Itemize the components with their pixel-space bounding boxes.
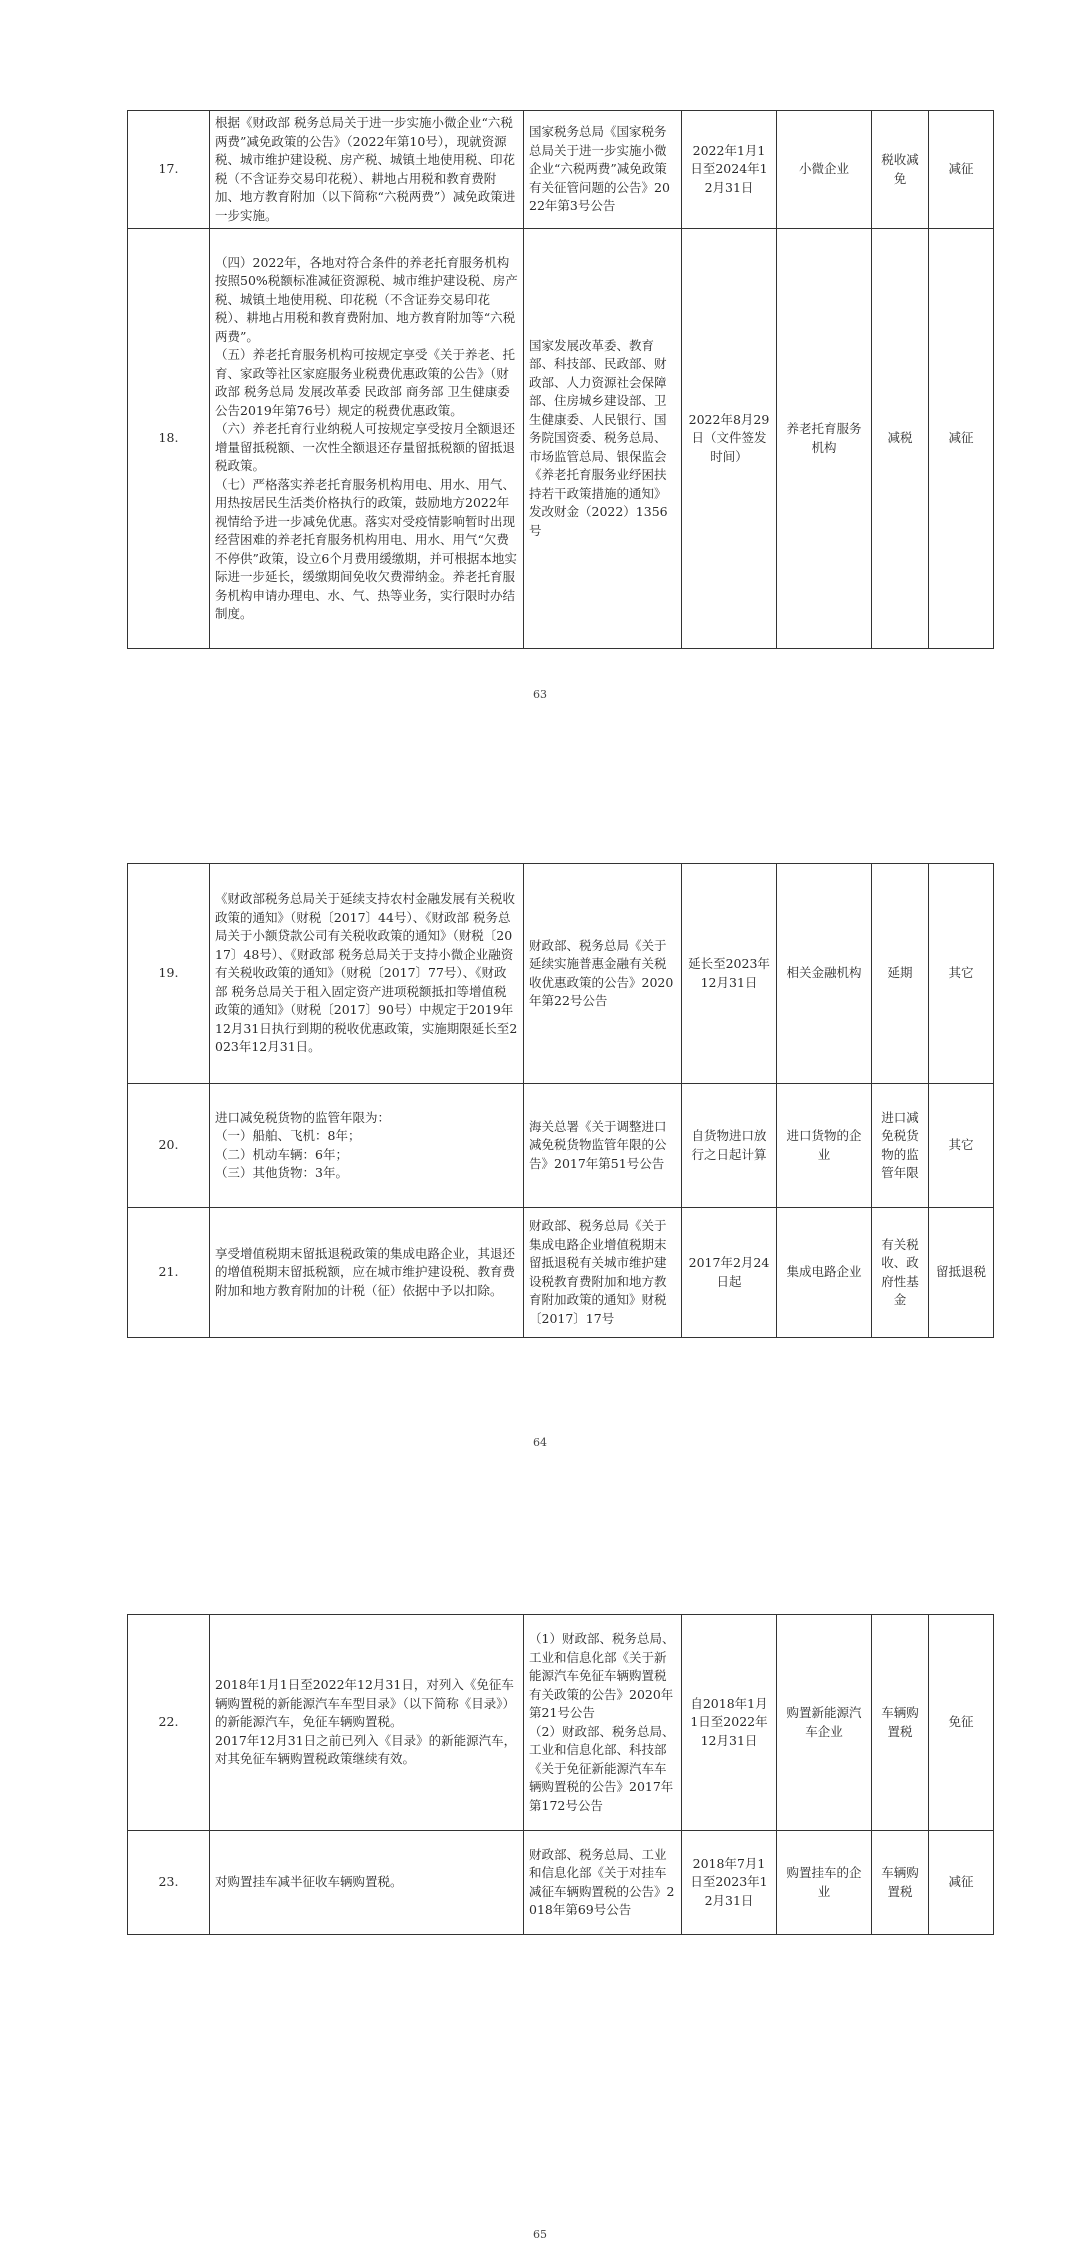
target-entity: 购置新能源汽车企业	[777, 1615, 872, 1831]
document-page-65	[0, 1500, 1080, 2262]
target-entity: 养老托育服务机构	[777, 229, 872, 649]
target-entity: 购置挂车的企业	[777, 1831, 872, 1935]
policy-content: 对购置挂车减半征收车辆购置税。	[210, 1831, 524, 1935]
policy-basis: 国家发展改革委、教育部、科技部、民政部、财政部、人力资源社会保障部、住房城乡建设部、卫生健康委、人民银行、国务院国资委、税务总局、市场监管总局、银保监会《养老托育服务业纾困扶持若干政策措施的通知》发改财金（2022）1356号	[524, 229, 682, 649]
tax-type: 车辆购置税	[872, 1831, 929, 1935]
policy-category: 其它	[929, 1084, 994, 1208]
table-row	[128, 1084, 994, 1208]
table-row	[128, 111, 994, 229]
effective-date: 延长至2023年12月31日	[682, 864, 777, 1084]
row-number: 18.	[128, 229, 210, 649]
policy-category: 减征	[929, 111, 994, 229]
policy-category: 减征	[929, 229, 994, 649]
content-paragraph: （五）养老托育服务机构可按规定享受《关于养老、托育、家政等社区家庭服务业税费优惠政策的公告》（财政部 税务总局 发展改革委 民政部 商务部 卫生健康委公告2019年第76号）规定的税费优惠政策。	[215, 347, 516, 418]
policy-content: 享受增值税期末留抵退税政策的集成电路企业，其退还的增值税期末留抵税额，应在城市维护建设税、教育费附加和地方教育附加的计税（征）依据中予以扣除。	[210, 1208, 524, 1338]
tax-type: 减税	[872, 229, 929, 649]
row-number: 19.	[128, 864, 210, 1084]
table-row	[128, 1208, 994, 1338]
tax-type: 有关税收、政府性基金	[872, 1208, 929, 1338]
effective-date: 2022年8月29日（文件签发时间）	[682, 229, 777, 649]
target-entity: 进口货物的企业	[777, 1084, 872, 1208]
effective-date: 自货物进口放行之日起计算	[682, 1084, 777, 1208]
page-number: 64	[533, 1436, 547, 1449]
content-paragraph: 进口减免税货物的监管年限为：	[215, 1109, 391, 1125]
content-paragraph: （六）养老托育行业纳税人可按规定享受按月全额退还增量留抵税额、一次性全额退还存量留抵税额的留抵退税政策。	[215, 421, 516, 473]
page-number: 65	[533, 2228, 547, 2241]
policy-content: 根据《财政部 税务总局关于进一步实施小微企业“六税两费”减免政策的公告》（2022年第10号），现就资源税、城市维护建设税、房产税、城镇土地使用税、印花税（不含证券交易印花税）、耕地占用税和教育费附加、地方教育附加（以下简称“六税两费”）减免政策进一步实施。	[210, 111, 524, 229]
content-paragraph: （七）严格落实养老托育服务机构用电、用水、用气、用热按居民生活类价格执行的政策，鼓励地方2022年视情给予进一步减免优惠。落实对受疫情影响暂时出现经营困难的养老托育服务机构用电、用水、用气“欠费不停供”政策，设立6个月费用缓缴期，并可根据本地实际进一步延长，缓缴期间免收欠费滞纳金。养老托育服务机构申请办理电、水、气、热等业务，实行限时办结制度。	[215, 476, 517, 621]
document-page-63	[0, 0, 1080, 720]
effective-date: 2022年1月1日至2024年12月31日	[682, 111, 777, 229]
content-paragraph: 2017年12月31日之前已列入《目录》的新能源汽车，对其免征车辆购置税政策继续有效。	[215, 1732, 517, 1767]
policy-content	[210, 1084, 524, 1208]
policy-content: 《财政部税务总局关于延续支持农村金融发展有关税收政策的通知》（财税〔2017〕44号）、《财政部 税务总局关于小额贷款公司有关税收政策的通知》（财税〔2017〕48号）、《财政部 税务总局关于支持小微企业融资有关税收政策的通知》（财税〔2017〕77号）、《财政部 税务总局关于租入固定资产进项税额抵扣等增值税政策的通知》（财税〔2017〕90号）中规定于2019年12月31日执行到期的税收优惠政策，实施期限延长至2023年12月31日。	[210, 864, 524, 1084]
table-row	[128, 1831, 994, 1935]
content-paragraph: （二）机动车辆：6年；	[215, 1146, 348, 1162]
policy-basis: 财政部、税务总局《关于延续实施普惠金融有关税收优惠政策的公告》2020年第22号公告	[524, 864, 682, 1084]
content-paragraph: （一）船舶、飞机：8年；	[215, 1128, 361, 1143]
policy-category: 免征	[929, 1615, 994, 1831]
content-paragraph: （四）2022年，各地对符合条件的养老托育服务机构按照50%税额标准减征资源税、城市维护建设税、房产税、城镇土地使用税、印花税（不含证券交易印花税）、耕地占用税和教育费附加、地方教育附加等“六税两费”。	[215, 254, 518, 344]
row-number: 22.	[128, 1615, 210, 1831]
policy-basis	[524, 1615, 682, 1831]
policy-basis: 财政部、税务总局、工业和信息化部《关于对挂车减征车辆购置税的公告》2018年第69号公告	[524, 1831, 682, 1935]
effective-date: 2018年7月1日至2023年12月31日	[682, 1831, 777, 1935]
basis-paragraph: （1）财政部、税务总局、工业和信息化部《关于新能源汽车免征车辆购置税有关政策的公告》2020年第21号公告	[529, 1631, 675, 1720]
target-entity: 相关金融机构	[777, 864, 872, 1084]
policy-category: 留抵退税	[929, 1208, 994, 1338]
policy-content	[210, 229, 524, 649]
target-entity: 集成电路企业	[777, 1208, 872, 1338]
policy-category: 减征	[929, 1831, 994, 1935]
table-row	[128, 1615, 994, 1831]
policy-content	[210, 1615, 524, 1831]
effective-date: 自2018年1月1日至2022年12月31日	[682, 1615, 777, 1831]
target-entity: 小微企业	[777, 111, 872, 229]
row-number: 21.	[128, 1208, 210, 1338]
policy-table	[127, 1614, 994, 1935]
row-number: 17.	[128, 111, 210, 229]
content-paragraph: （三）其他货物：3年。	[215, 1165, 348, 1180]
policy-basis: 国家税务总局《国家税务总局关于进一步实施小微企业“六税两费”减免政策有关征管问题的公告》2022年第3号公告	[524, 111, 682, 229]
document-page-64	[0, 720, 1080, 1500]
tax-type: 税收减免	[872, 111, 929, 229]
tax-type: 进口减免税货物的监管年限	[872, 1084, 929, 1208]
basis-paragraph: （2）财政部、税务总局、工业和信息化部、科技部《关于免征新能源汽车车辆购置税的公告》2017年第172号公告	[529, 1723, 675, 1813]
effective-date: 2017年2月24日起	[682, 1208, 777, 1338]
tax-type: 车辆购置税	[872, 1615, 929, 1831]
policy-table	[127, 863, 994, 1338]
table-row	[128, 229, 994, 649]
policy-table	[127, 110, 994, 649]
row-number: 20.	[128, 1084, 210, 1208]
policy-basis: 财政部、税务总局《关于集成电路企业增值税期末留抵退税有关城市维护建设税教育费附加和地方教育附加政策的通知》财税〔2017〕17号	[524, 1208, 682, 1338]
content-paragraph: 2018年1月1日至2022年12月31日，对列入《免征车辆购置税的新能源汽车车型目录》（以下简称《目录》）的新能源汽车，免征车辆购置税。	[215, 1677, 516, 1730]
policy-category: 其它	[929, 864, 994, 1084]
page-number: 63	[533, 688, 547, 701]
tax-type: 延期	[872, 864, 929, 1084]
row-number: 23.	[128, 1831, 210, 1935]
policy-basis: 海关总署《关于调整进口减免税货物监管年限的公告》2017年第51号公告	[524, 1084, 682, 1208]
table-row	[128, 864, 994, 1084]
